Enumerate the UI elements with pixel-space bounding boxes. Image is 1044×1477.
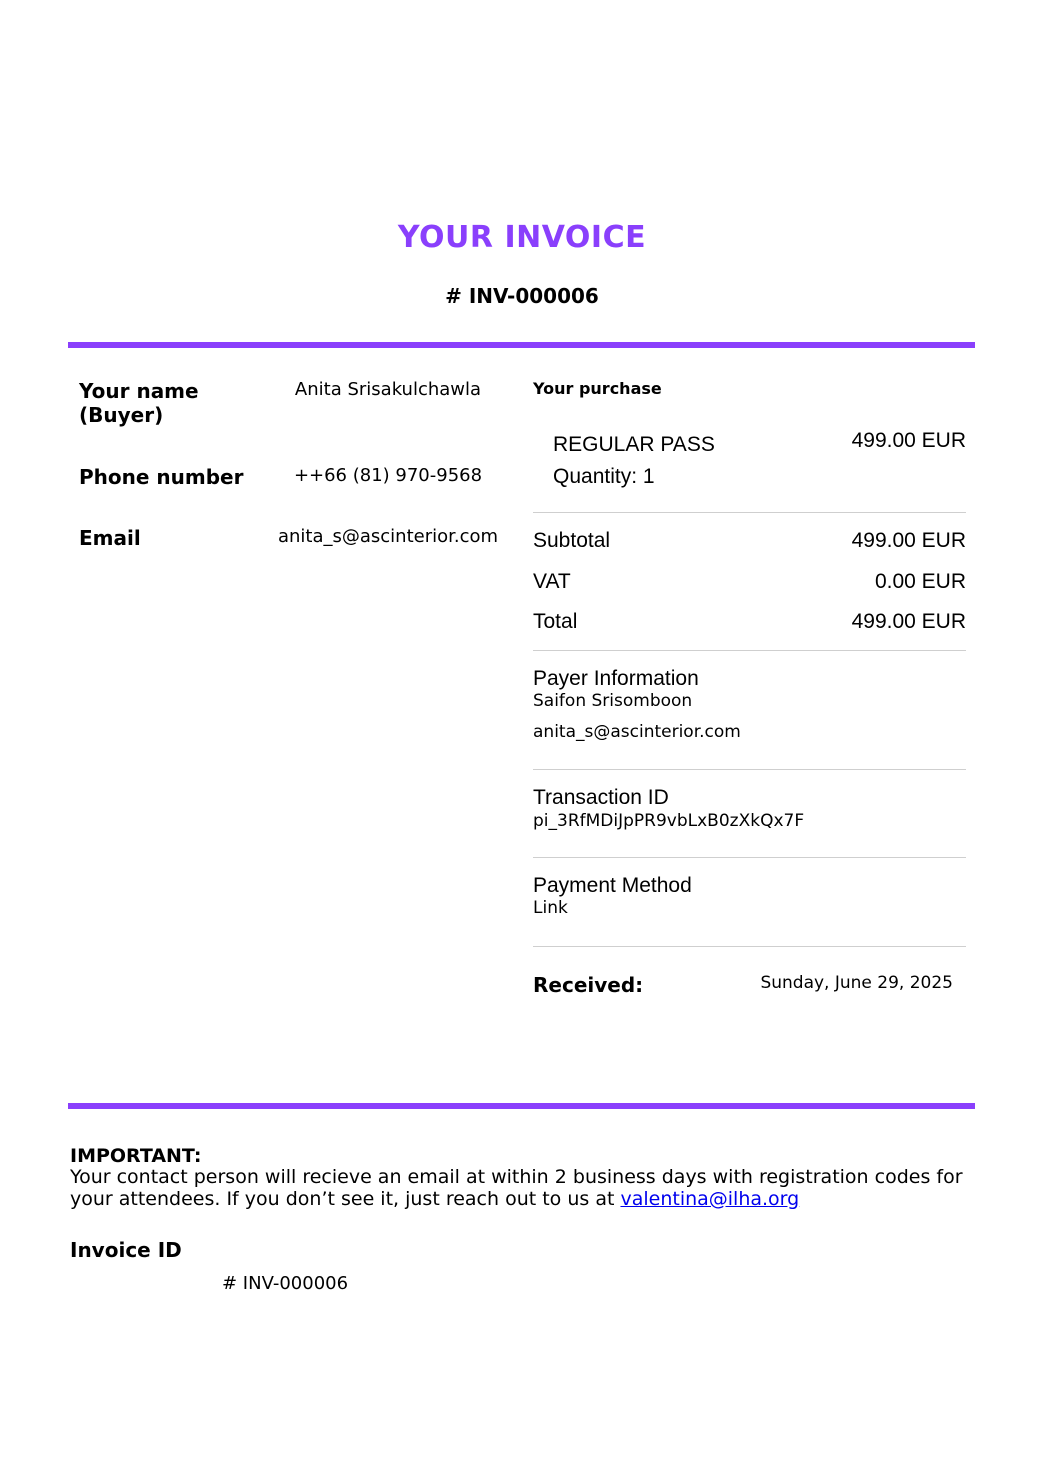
invoice-number: # INV-000006 bbox=[445, 284, 599, 308]
item-name: REGULAR PASS bbox=[553, 433, 715, 456]
vat-label: VAT bbox=[533, 570, 571, 593]
invoice-id-value: # INV-000006 bbox=[222, 1273, 349, 1294]
email-value: anita_s@ascinterior.com bbox=[277, 526, 499, 547]
total-value: 499.00 EUR bbox=[851, 610, 966, 633]
payment-method-heading: Payment Method bbox=[533, 874, 692, 897]
invoice-title: YOUR INVOICE bbox=[397, 220, 647, 255]
total-label: Total bbox=[533, 610, 578, 633]
phone-value: ++66 (81) 970-9568 bbox=[293, 465, 483, 486]
subtotal-value: 499.00 EUR bbox=[851, 529, 966, 552]
divider bbox=[533, 946, 966, 947]
important-body: Your contact person will recieve an email at within 2 business days with registration codes for your attendees. If you don’t see it, just reach out to us at bbox=[70, 1166, 963, 1210]
payer-heading: Payer Information bbox=[533, 667, 699, 690]
divider bbox=[533, 650, 966, 651]
buyer-name-value: Anita Srisakulchawla bbox=[294, 379, 482, 400]
buyer-name-label bbox=[79, 379, 199, 427]
payment-method-value: Link bbox=[533, 898, 568, 918]
bottom-accent-divider bbox=[68, 1103, 975, 1109]
email-label: Email bbox=[79, 526, 141, 550]
received-label: Received: bbox=[533, 973, 644, 997]
important-text bbox=[70, 1166, 970, 1210]
top-accent-divider bbox=[68, 342, 975, 348]
payer-email: anita_s@ascinterior.com bbox=[533, 722, 741, 742]
phone-label: Phone number bbox=[79, 465, 244, 489]
contact-email-link[interactable]: valentina@ilha.org bbox=[620, 1188, 800, 1210]
item-quantity: Quantity: 1 bbox=[553, 465, 655, 488]
divider bbox=[533, 857, 966, 858]
transaction-id: pi_3RfMDiJpPR9vbLxB0zXkQx7F bbox=[533, 811, 805, 831]
buyer-name-label-line1: Your name bbox=[79, 379, 199, 403]
received-date: Sunday, June 29, 2025 bbox=[760, 973, 953, 993]
divider bbox=[533, 769, 966, 770]
payer-name: Saifon Srisomboon bbox=[533, 691, 693, 711]
invoice-id-label: Invoice ID bbox=[70, 1238, 182, 1262]
purchase-heading: Your purchase bbox=[533, 379, 662, 398]
item-price: 499.00 EUR bbox=[851, 429, 966, 452]
subtotal-label: Subtotal bbox=[533, 529, 611, 552]
important-heading: IMPORTANT: bbox=[70, 1145, 202, 1167]
transaction-heading: Transaction ID bbox=[533, 786, 669, 809]
vat-value: 0.00 EUR bbox=[874, 570, 966, 593]
buyer-name-label-line2: (Buyer) bbox=[79, 403, 164, 427]
divider bbox=[533, 512, 966, 513]
